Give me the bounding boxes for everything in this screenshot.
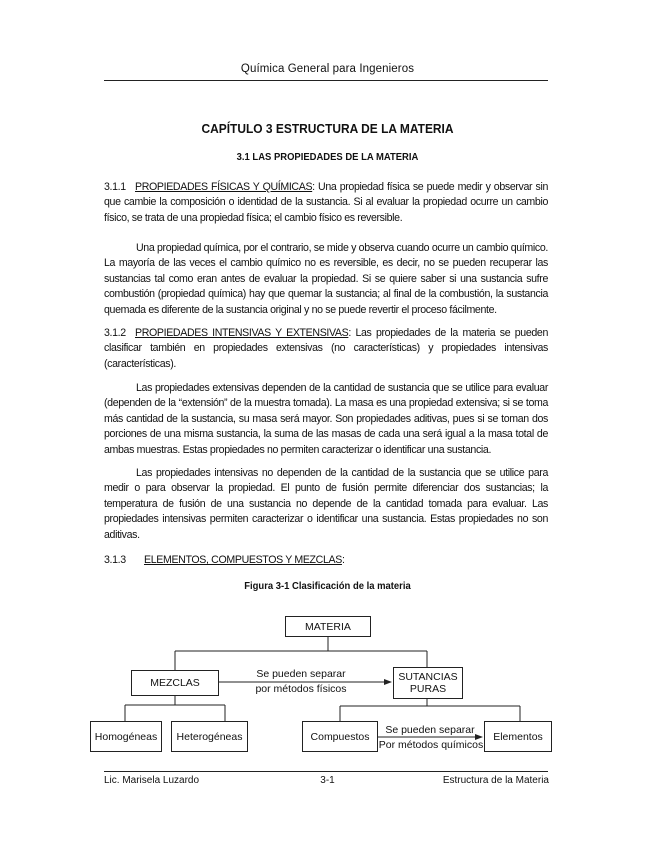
paragraph-text: : Una propiedad física se puede medir y observar sin que cambie la composición o identidad de la sustancia. Si al evaluar la propiedad ocurre un cambio físico, se trata de una propiedad física; el cambio físico es reversible.: [104, 181, 548, 224]
node-heterogeneas: Heterogéneas: [171, 721, 248, 752]
subsection-heading-intensivas-extensivas: PROPIEDADES INTENSIVAS Y EXTENSIVAS: [135, 327, 349, 339]
subsection-number: 3.1.3: [104, 554, 126, 566]
node-sustancias-puras: [393, 667, 463, 699]
footer-author: Lic. Marisela Luzardo: [104, 775, 200, 786]
paragraph-intensivas: Las propiedades intensivas no dependen de la cantidad de la sustancia que se utilice para medir o para observar la propiedad. El punto de fusión permite diferenciar dos sustancias; la temperatura de fusión de una sustancia no depende de la cantidad tomada para evaluar. Las propiedades intensivas permiten caracterizar o identificar una sustancia. Estas propiedades no son aditivas.: [104, 467, 548, 541]
subsection-heading-elementos-compuestos-mezclas: ELEMENTOS, COMPUESTOS Y MEZCLAS: [144, 554, 342, 566]
edge-label-compuestos-line-2: Por métodos químicos: [378, 739, 484, 751]
subsection-number: 3.1.1: [104, 181, 126, 193]
figure-caption: Figura 3-1 Clasificación de la materia: [244, 580, 411, 592]
node-sustancias-line-2: PURAS: [409, 683, 447, 695]
node-sustancias-line-1: SUTANCIAS: [398, 671, 458, 683]
node-compuestos: Compuestos: [302, 721, 378, 752]
paragraph-extensivas: Las propiedades extensivas dependen de la cantidad de sustancia que se utilice para evaluar (dependen de la “extensión” de la muestra tomada). La masa es una propiedad extensiva; si se toma más cantidad de la sustancia, su masa será mayor. Son propiedades aditivas, pues si se toman dos porciones de una misma sustancia, la suma de las masas de cada una será igual a la masa total de ambas muestras. Estas propiedades no permiten caracterizar o identificar una sustancia.: [104, 382, 548, 456]
subsection-number: 3.1.2: [104, 327, 126, 339]
footer-chapter-title: Estructura de la Materia: [442, 775, 549, 786]
node-homogeneas: Homogéneas: [90, 721, 162, 752]
node-materia: MATERIA: [285, 616, 371, 637]
running-header: Química General para Ingenieros: [240, 63, 415, 75]
section-title: 3.1 LAS PROPIEDADES DE LA MATERIA: [236, 151, 419, 163]
edge-label-mezclas-line-1: Se pueden separar: [256, 668, 346, 680]
subsection-suffix: :: [341, 554, 345, 566]
paragraph-propiedad-quimica: Una propiedad química, por el contrario, se mide y observa cuando ocurre un cambio químico. La mayoría de las veces el cambio químico no es reversible, es decir, no se pueden recuperar las sustancias tal como eran antes de evaluar la propiedad. Si se quiere saber si una sustancia sufre combustión (propiedad química) hay que quemar la sustancia; al final de la combustión, la sustancia quemada es diferente de la sustancia original y no se puede revertir el proceso fácilmente.: [104, 242, 548, 316]
chapter-title: CAPÍTULO 3 ESTRUCTURA DE LA MATERIA: [201, 121, 454, 136]
node-mezclas: MEZCLAS: [131, 670, 219, 696]
footer-rule: [104, 771, 548, 772]
subsection-heading-fisicas-quimicas: PROPIEDADES FÍSICAS Y QUÍMICAS: [135, 181, 313, 193]
edge-label-mezclas-line-2: por métodos físicos: [255, 683, 347, 695]
footer-page-number: 3-1: [320, 775, 335, 786]
node-elementos: Elementos: [484, 721, 552, 752]
paragraph-text: : Las propiedades de la materia se pueden clasificar también en propiedades extensivas (no características) y propiedades intensivas (características).: [104, 327, 548, 370]
edge-label-compuestos-line-1: Se pueden separar: [385, 724, 475, 736]
